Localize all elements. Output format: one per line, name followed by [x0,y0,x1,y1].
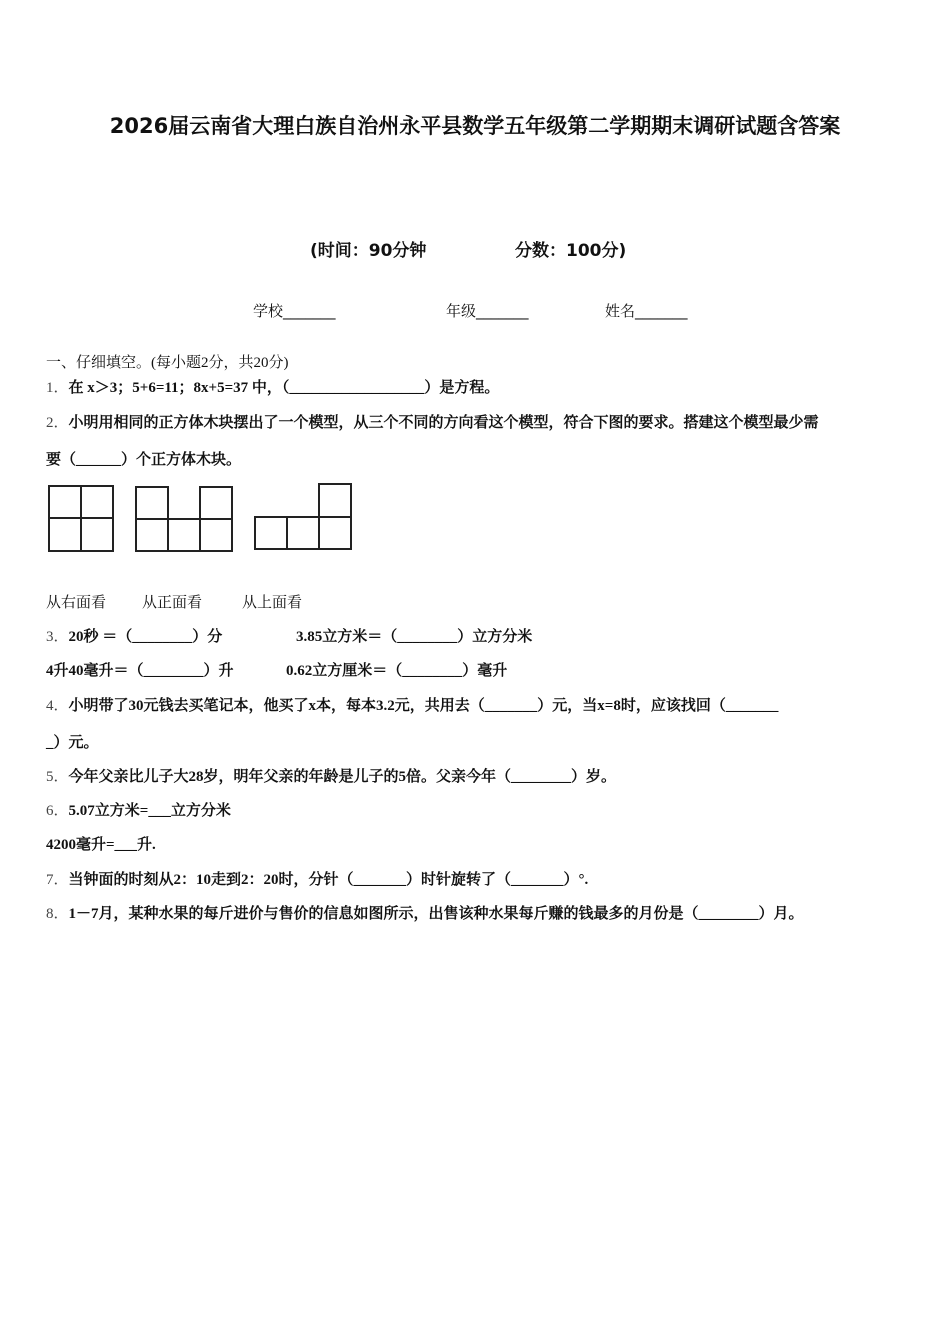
question-number: 3． [46,629,69,645]
question-8 [46,902,804,923]
question-7 [46,868,588,889]
exam-time: (时间：90分钟 [310,241,427,261]
question-number: 2． [46,415,69,431]
front-view-shape [136,487,232,551]
question-text: 5.07立方米=___立方分米 [68,803,231,819]
question-6-line-1 [46,799,231,820]
question-number: 6． [46,803,69,819]
question-number: 4． [46,698,69,714]
exam-score: 分数：100分) [515,241,627,261]
question-text: 1－7月，某种水果的每斤进价与售价的信息如图所示，出售该种水果每斤赚的钱最多的月份是（________）月。 [68,906,804,922]
question-text: 20秒 ＝（________）分 [68,629,223,645]
grade-field: 年级_______ [446,302,529,320]
question-text: 小明带了30元钱去买笔记本，他买了x本，每本3.2元，共用去（_______）元，当x=8时，应该找回（_______ [68,698,779,714]
question-number: 8． [46,906,69,922]
question-3-line-2b: 0.62立方厘米＝（________）毫升 [286,663,508,679]
question-text: 今年父亲比儿子大28岁，明年父亲的年龄是儿子的5倍。父亲今年（________）岁。 [68,769,617,785]
question-4-line-2: _）元。 [46,735,99,751]
section-heading: 一、仔细填空。(每小题2分，共20分) [46,355,289,371]
question-number: 7． [46,872,69,888]
question-text: 小明用相同的正方体木块摆出了一个模型，从三个不同的方向看这个模型，符合下图的要求。搭建这个模型最少需 [68,415,819,431]
school-field: 学校_______ [253,302,336,320]
label-right-view: 从右面看 [46,595,107,611]
name-field: 姓名_______ [605,302,688,320]
question-text: 当钟面的时刻从2：10走到2：20时，分针（_______）时针旋转了（_______）°. [68,872,589,888]
label-front-view: 从正面看 [142,595,203,611]
right-view-shape [49,486,113,551]
question-5 [46,765,616,786]
question-text: 在 x＞3；5+6=11；8x+5=37 中，（__________________）是方程。 [68,380,500,396]
question-3-line-2a: 4升40毫升＝（________）升 [46,663,234,679]
question-3-line-1a [46,625,222,646]
question-3-line-1b: 3.85立方米＝（________）立方分米 [296,629,533,645]
question-4-line-1 [46,694,778,715]
top-view-shape [255,484,351,549]
question-number: 5． [46,769,69,785]
question-number: 1． [46,380,69,396]
label-top-view: 从上面看 [242,595,303,611]
page-title: 2026届云南省大理白族自治州永平县数学五年级第二学期期末调研试题含答案 [109,114,841,138]
question-2-line-2: 要（______）个正方体木块。 [46,452,242,468]
question-6-line-2: 4200毫升=___升. [46,837,156,853]
